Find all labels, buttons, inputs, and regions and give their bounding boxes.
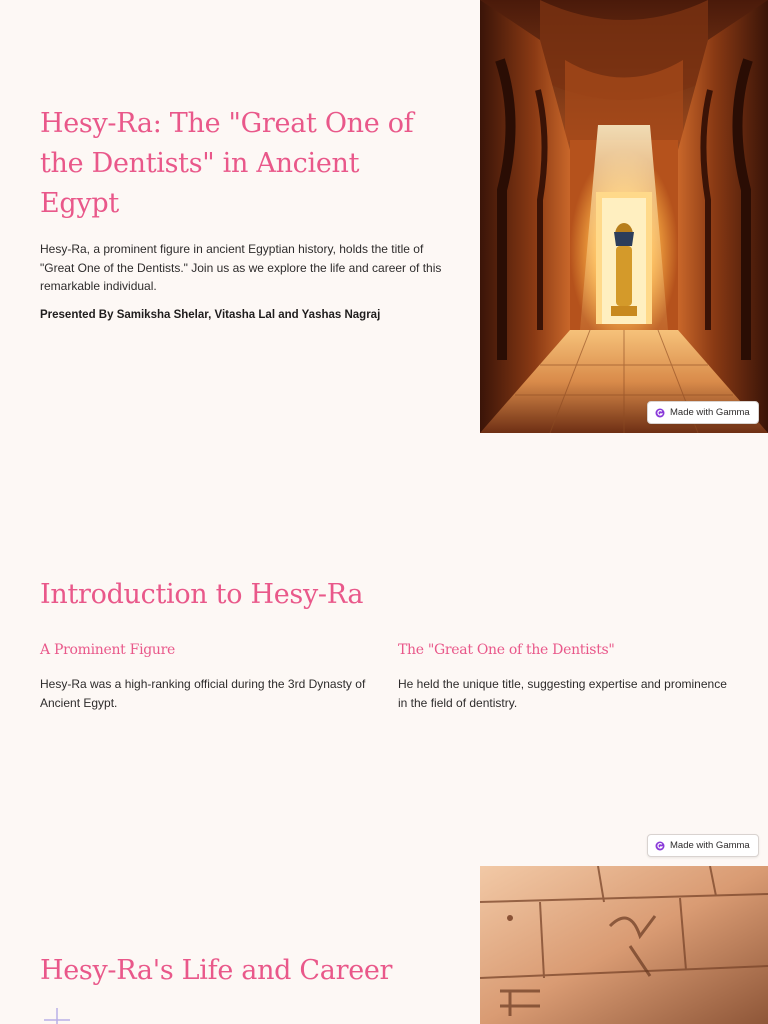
made-with-gamma-badge[interactable] xyxy=(647,401,759,424)
made-with-gamma-badge[interactable] xyxy=(647,834,759,857)
slide-title: Hesy-Ra: The "Great One of the Dentists" in Ancient Egypt xyxy=(40,108,414,219)
egyptian-tomb-corridor-image xyxy=(480,0,768,433)
gamma-logo-icon xyxy=(655,408,665,418)
presenters-line: Presented By Samiksha Shelar, Vitasha Lal and Yashas Nagraj xyxy=(40,309,381,321)
column-text: Hesy-Ra was a high-ranking official during the 3rd Dynasty of Ancient Egypt. xyxy=(40,677,366,710)
slide-title: Hesy-Ra's Life and Career xyxy=(40,955,393,986)
title-slide xyxy=(0,0,768,433)
intro-paragraph: Hesy-Ra, a prominent figure in ancient Egyptian history, holds the title of "Great One of the Dentists." Join us as we explore the life and career of this remarkable individual. xyxy=(40,242,442,293)
badge-label: Made with Gamma xyxy=(670,840,750,851)
life-and-career-slide xyxy=(0,866,768,1024)
badge-label: Made with Gamma xyxy=(670,407,750,418)
timeline-icon xyxy=(40,1008,74,1024)
slide-title: Introduction to Hesy-Ra xyxy=(40,579,364,610)
column-heading: A Prominent Figure xyxy=(40,642,175,658)
column-heading: The "Great One of the Dentists" xyxy=(398,642,615,658)
column-text: He held the unique title, suggesting expertise and prominence in the field of dentistry. xyxy=(398,677,727,710)
hieroglyph-stone-wall-image xyxy=(480,866,768,1024)
introduction-slide xyxy=(0,433,768,866)
gamma-logo-icon xyxy=(655,841,665,851)
